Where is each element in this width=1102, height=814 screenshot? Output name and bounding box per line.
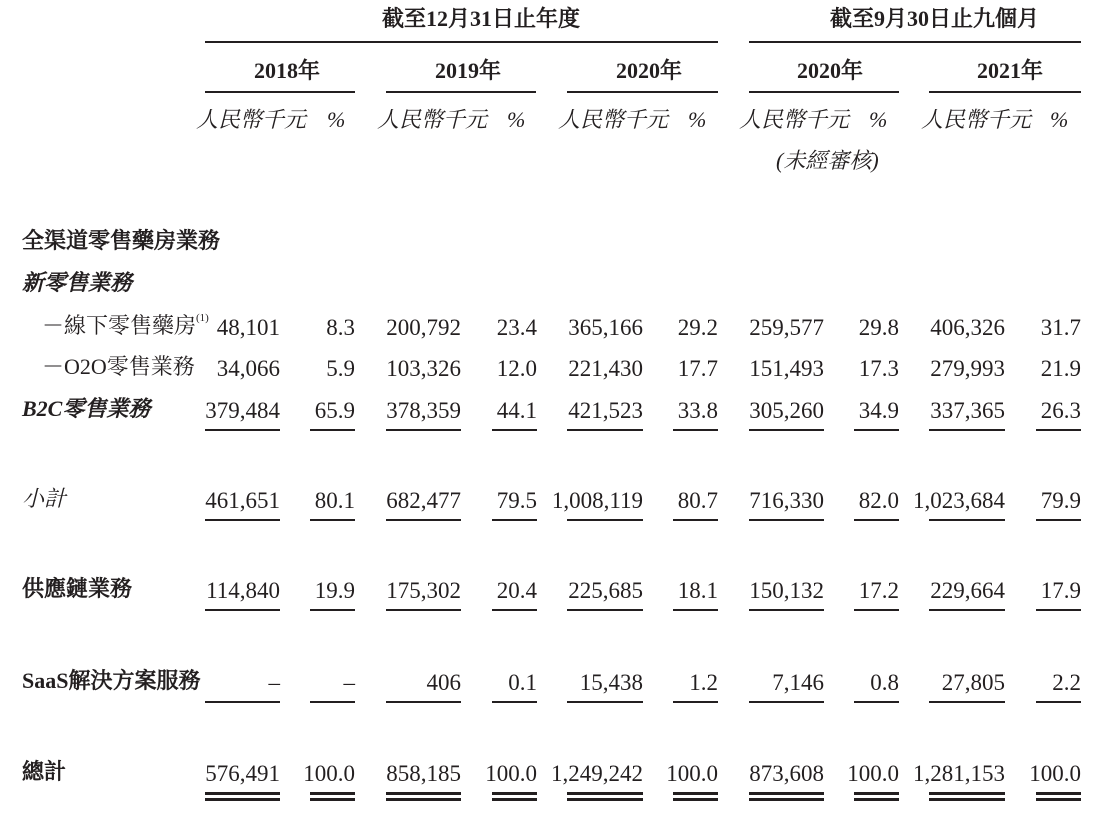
amount-cell: 151,493 (749, 356, 824, 381)
single-underline (492, 701, 537, 703)
single-underline (854, 701, 899, 703)
percent-cell: 17.7 (677, 356, 718, 381)
percent-cell: 34.9 (858, 398, 899, 423)
double-underline (673, 792, 718, 795)
amount-cell: 1,023,684 (913, 488, 1005, 513)
year-rule-2020-9m (749, 91, 899, 93)
single-underline (492, 429, 537, 431)
year-header-2021-9m: 2021年 (977, 58, 1044, 83)
double-underline (749, 798, 824, 801)
year-header-2018: 2018年 (254, 58, 321, 83)
amount-cell: 1,008,119 (551, 488, 643, 513)
pct-header: % (327, 107, 346, 132)
single-underline (205, 609, 280, 611)
footnote-mark: (1) (196, 312, 209, 324)
row-label-subtotal: 小計 (22, 486, 67, 511)
double-underline (310, 798, 355, 801)
percent-cell: 65.9 (314, 398, 355, 423)
percent-cell: 26.3 (1040, 398, 1081, 423)
section-omni-channel: 全渠道零售藥房業務 (22, 228, 221, 253)
single-underline (205, 701, 280, 703)
double-underline (567, 792, 643, 795)
percent-cell: 0.1 (508, 670, 537, 695)
percent-cell: 18.1 (677, 578, 718, 603)
single-underline (1036, 609, 1081, 611)
double-underline (749, 792, 824, 795)
year-header-2020-9m: 2020年 (797, 58, 864, 83)
amount-cell: 337,365 (930, 398, 1005, 423)
amount-cell: 378,359 (386, 398, 461, 423)
double-underline (673, 798, 718, 801)
single-underline (929, 429, 1005, 431)
percent-cell: 5.9 (326, 356, 355, 381)
percent-cell: 1.2 (689, 670, 718, 695)
unit-header: 人民幣千元 (921, 107, 1032, 132)
amount-cell: 27,805 (941, 670, 1005, 695)
double-underline (492, 792, 537, 795)
double-underline (492, 798, 537, 801)
annual-header-rule (205, 41, 718, 43)
single-underline (310, 701, 355, 703)
percent-cell: 20.4 (496, 578, 537, 603)
single-underline (673, 429, 718, 431)
single-underline (1036, 701, 1081, 703)
row-label-saas: SaaS解決方案服務 (22, 668, 201, 693)
amount-cell: 716,330 (749, 488, 824, 513)
amount-cell: 150,132 (749, 578, 824, 603)
pct-header: % (507, 107, 526, 132)
pct-header: % (869, 107, 888, 132)
single-underline (749, 701, 824, 703)
double-underline (386, 798, 461, 801)
double-underline (1036, 792, 1081, 795)
single-underline (854, 519, 899, 521)
percent-cell: 8.3 (326, 315, 355, 340)
amount-cell: 48,101 (216, 315, 280, 340)
single-underline (929, 519, 1005, 521)
year-rule-2020 (567, 91, 718, 93)
single-underline (673, 701, 718, 703)
unit-header: 人民幣千元 (739, 107, 850, 132)
percent-cell: 29.8 (858, 315, 899, 340)
percent-cell: 12.0 (496, 356, 537, 381)
single-underline (386, 519, 461, 521)
amount-cell: 15,438 (579, 670, 643, 695)
single-underline (386, 609, 461, 611)
unit-header: 人民幣千元 (377, 107, 488, 132)
percent-cell: 100.0 (1029, 761, 1081, 786)
single-underline (749, 519, 824, 521)
single-underline (854, 609, 899, 611)
year-header-2019: 2019年 (435, 58, 502, 83)
single-underline (1036, 519, 1081, 521)
amount-cell: 1,281,153 (913, 761, 1005, 786)
amount-cell: – (268, 670, 280, 695)
row-label-o2o-retail: －O2O零售業務 (42, 354, 195, 379)
single-underline (929, 609, 1005, 611)
single-underline (310, 609, 355, 611)
unaudited-note: (未經審核) (776, 148, 879, 173)
unit-header: 人民幣千元 (196, 107, 307, 132)
year-rule-2021-9m (929, 91, 1081, 93)
row-label-total: 總計 (22, 759, 67, 784)
amount-cell: 175,302 (386, 578, 461, 603)
year-header-2020: 2020年 (616, 58, 683, 83)
amount-cell: 406,326 (930, 315, 1005, 340)
amount-cell: 34,066 (216, 356, 280, 381)
amount-cell: 379,484 (205, 398, 280, 423)
amount-cell: 365,166 (568, 315, 643, 340)
percent-cell: 17.2 (858, 578, 899, 603)
pct-header: % (1050, 107, 1069, 132)
double-underline (929, 798, 1005, 801)
amount-cell: 858,185 (386, 761, 461, 786)
period-nine-months-header: 截至9月30日止九個月 (830, 6, 1040, 31)
amount-cell: 229,664 (930, 578, 1005, 603)
percent-cell: 80.7 (677, 488, 718, 513)
single-underline (929, 701, 1005, 703)
double-underline (929, 792, 1005, 795)
percent-cell: 29.2 (677, 315, 718, 340)
amount-cell: 103,326 (386, 356, 461, 381)
year-rule-2018 (205, 91, 355, 93)
single-underline (310, 519, 355, 521)
amount-cell: 461,651 (205, 488, 280, 513)
percent-cell: 23.4 (496, 315, 537, 340)
amount-cell: 225,685 (568, 578, 643, 603)
percent-cell: 17.3 (858, 356, 899, 381)
percent-cell: 100.0 (303, 761, 355, 786)
percent-cell: 100.0 (847, 761, 899, 786)
single-underline (386, 701, 461, 703)
single-underline (854, 429, 899, 431)
percent-cell: 79.5 (496, 488, 537, 513)
percent-cell: 44.1 (496, 398, 537, 423)
percent-cell: 100.0 (485, 761, 537, 786)
double-underline (386, 792, 461, 795)
amount-cell: 7,146 (772, 670, 824, 695)
amount-cell: 114,840 (206, 578, 280, 603)
amount-cell: 200,792 (386, 315, 461, 340)
percent-cell: 100.0 (666, 761, 718, 786)
amount-cell: 682,477 (386, 488, 461, 513)
single-underline (749, 609, 824, 611)
double-underline (205, 792, 280, 795)
single-underline (310, 429, 355, 431)
single-underline (567, 701, 643, 703)
nine-months-header-rule (749, 41, 1081, 43)
section-new-retail: 新零售業務 (22, 270, 133, 295)
pct-header: % (688, 107, 707, 132)
single-underline (1036, 429, 1081, 431)
percent-cell: 17.9 (1040, 578, 1081, 603)
double-underline (1036, 798, 1081, 801)
percent-cell: 2.2 (1052, 670, 1081, 695)
amount-cell: 305,260 (749, 398, 824, 423)
single-underline (386, 429, 461, 431)
single-underline (673, 609, 718, 611)
amount-cell: 406 (426, 670, 461, 695)
double-underline (854, 792, 899, 795)
percent-cell: 33.8 (677, 398, 718, 423)
unit-header: 人民幣千元 (558, 107, 669, 132)
percent-cell: 0.8 (870, 670, 899, 695)
amount-cell: 259,577 (749, 315, 824, 340)
single-underline (205, 519, 280, 521)
row-label-supply-chain: 供應鏈業務 (22, 576, 133, 601)
amount-cell: 421,523 (568, 398, 643, 423)
single-underline (567, 429, 643, 431)
percent-cell: 19.9 (314, 578, 355, 603)
amount-cell: 576,491 (205, 761, 280, 786)
double-underline (205, 798, 280, 801)
percent-cell: 80.1 (314, 488, 355, 513)
double-underline (854, 798, 899, 801)
amount-cell: 1,249,242 (551, 761, 643, 786)
amount-cell: 873,608 (749, 761, 824, 786)
single-underline (567, 519, 643, 521)
amount-cell: 221,430 (568, 356, 643, 381)
single-underline (492, 609, 537, 611)
double-underline (310, 792, 355, 795)
single-underline (567, 609, 643, 611)
amount-cell: 279,993 (930, 356, 1005, 381)
percent-cell: 31.7 (1040, 315, 1081, 340)
period-annual-header: 截至12月31日止年度 (382, 6, 581, 31)
percent-cell: 79.9 (1040, 488, 1081, 513)
single-underline (749, 429, 824, 431)
single-underline (673, 519, 718, 521)
row-label-offline-pharmacy: －線下零售藥房$^{(1)}$ (42, 312, 209, 338)
single-underline (492, 519, 537, 521)
percent-cell: 82.0 (858, 488, 899, 513)
year-rule-2019 (386, 91, 536, 93)
double-underline (567, 798, 643, 801)
percent-cell: 21.9 (1040, 356, 1081, 381)
row-label-b2c-retail: B2C零售業務 (22, 396, 151, 421)
single-underline (205, 429, 280, 431)
percent-cell: – (343, 670, 355, 695)
